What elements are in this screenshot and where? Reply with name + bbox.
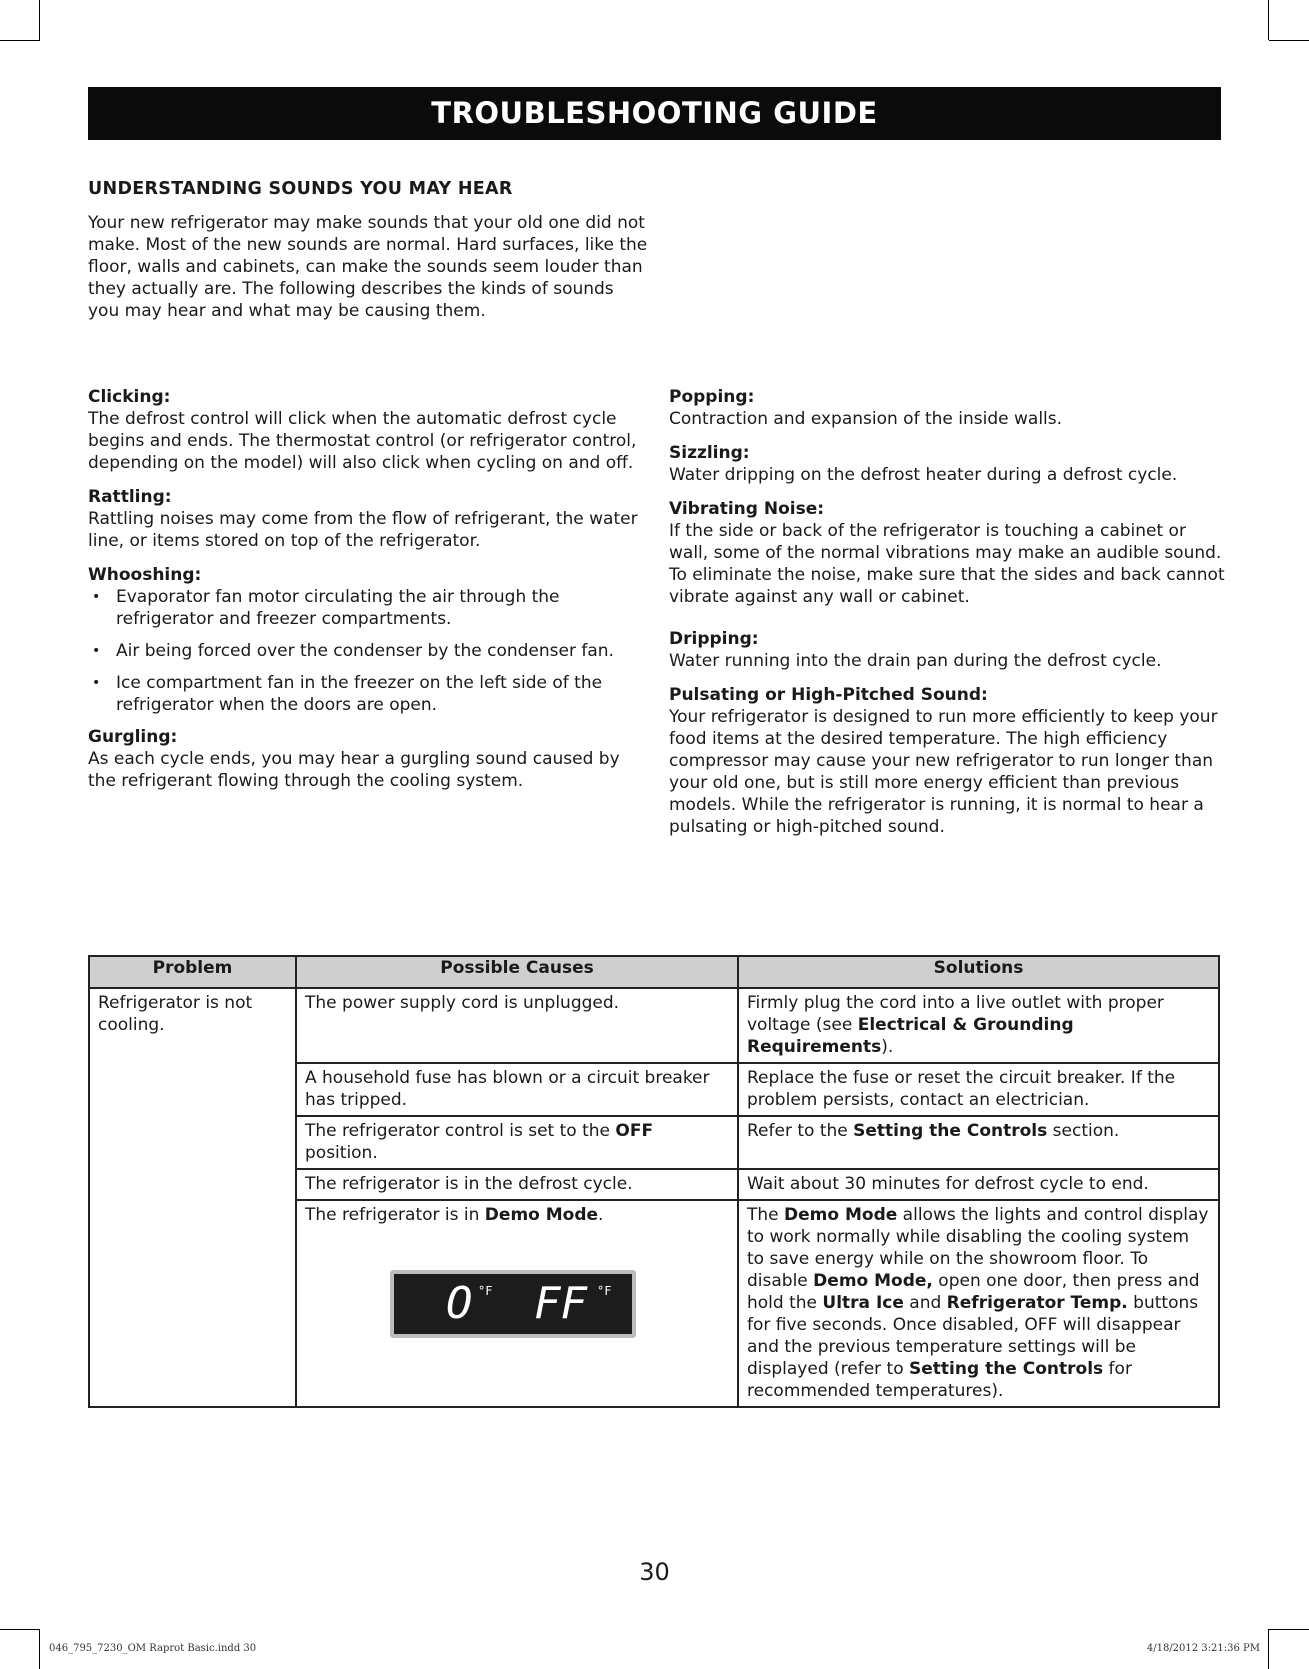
sound-popping bbox=[669, 386, 1229, 430]
solution-reference: Electrical & Grounding Requirements bbox=[747, 1015, 1074, 1057]
sound-title: Dripping: bbox=[669, 629, 759, 649]
sound-title: Whooshing: bbox=[88, 565, 202, 585]
solution-text: open one door, then press and hold the bbox=[747, 1271, 1200, 1313]
sound-sizzling bbox=[669, 442, 1229, 486]
solution-cell bbox=[738, 1116, 1219, 1169]
table-header-row bbox=[89, 956, 1219, 988]
cause-cell: A household fuse has blown or a circuit breaker has tripped. bbox=[296, 1063, 738, 1116]
cause-keyword: Demo Mode bbox=[484, 1205, 599, 1225]
sound-pulsating bbox=[669, 684, 1229, 838]
cause-text: The refrigerator control is set to the bbox=[305, 1121, 616, 1141]
sound-text: The defrost control will click when the automatic defrost cycle begins and ends. The thermostat control (or refrigerator control, depending on the model) will also click when cycling on and off. bbox=[88, 409, 637, 473]
crop-mark bbox=[1269, 1629, 1309, 1630]
cause-text: . bbox=[598, 1205, 604, 1225]
sound-whooshing bbox=[88, 564, 648, 716]
crop-mark bbox=[1269, 40, 1309, 41]
cause-cell bbox=[296, 1200, 738, 1407]
column-header-solutions: Solutions bbox=[738, 956, 1219, 988]
sound-title: Rattling: bbox=[88, 487, 172, 507]
sound-title: Vibrating Noise: bbox=[669, 499, 825, 519]
display-digit-left: O bbox=[446, 1278, 473, 1329]
cause-text: position. bbox=[305, 1143, 378, 1163]
sound-text: Rattling noises may come from the flow of refrigerant, the water line, or items stored on top of the refrigerator. bbox=[88, 509, 638, 551]
sound-text: If the side or back of the refrigerator is touching a cabinet or wall, some of the normal vibrations may make an audible sound. To eliminate the noise, make sure that the sides and back cannot vibrate against any wall or cabinet. bbox=[669, 521, 1225, 607]
sound-gurgling bbox=[88, 726, 648, 792]
sounds-right-column bbox=[669, 386, 1229, 838]
demo-mode-display bbox=[390, 1270, 636, 1338]
crop-mark bbox=[0, 1629, 40, 1630]
crop-mark bbox=[39, 1629, 40, 1669]
degree-f-icon: °F bbox=[597, 1284, 612, 1298]
column-header-problem: Problem bbox=[89, 956, 296, 988]
column-header-causes: Possible Causes bbox=[296, 956, 738, 988]
solution-cell bbox=[738, 988, 1219, 1063]
bullet-list bbox=[88, 586, 648, 716]
list-item: • Evaporator fan motor circulating the air through the refrigerator and freezer compartments. bbox=[88, 586, 648, 630]
sounds-left-column bbox=[88, 386, 648, 792]
sound-title: Gurgling: bbox=[88, 727, 178, 747]
crop-mark bbox=[1268, 0, 1269, 40]
sound-dripping bbox=[669, 628, 1229, 672]
crop-mark bbox=[39, 0, 40, 40]
solution-text: ). bbox=[881, 1037, 894, 1057]
degree-f-icon: °F bbox=[478, 1284, 493, 1298]
solution-text: allows the lights and control display to work normally while disabling the cooling system to save energy while on the showroom floor. To disable bbox=[747, 1205, 1209, 1291]
list-item: • Air being forced over the condenser by the condenser fan. bbox=[88, 640, 648, 662]
table-row bbox=[89, 988, 1219, 1063]
cause-cell bbox=[296, 1116, 738, 1169]
crop-mark bbox=[0, 40, 40, 41]
cause-cell: The power supply cord is unplugged. bbox=[296, 988, 738, 1063]
sound-text: Contraction and expansion of the inside walls. bbox=[669, 409, 1063, 429]
solution-reference: Setting the Controls bbox=[853, 1121, 1048, 1141]
cause-text: The refrigerator is in bbox=[305, 1205, 485, 1225]
sound-title: Clicking: bbox=[88, 387, 171, 407]
sound-text: Water running into the drain pan during the defrost cycle. bbox=[669, 651, 1162, 671]
solution-keyword: Demo Mode, bbox=[813, 1271, 933, 1291]
solution-keyword: Ultra Ice bbox=[822, 1293, 904, 1313]
list-item: • Ice compartment fan in the freezer on the left side of the refrigerator when the doors are open. bbox=[88, 672, 648, 716]
section-heading: UNDERSTANDING SOUNDS YOU MAY HEAR bbox=[88, 179, 513, 199]
solution-cell: Replace the fuse or reset the circuit breaker. If the problem persists, contact an electrician. bbox=[738, 1063, 1219, 1116]
solution-text: Firmly plug the cord into a live outlet with proper voltage (see bbox=[747, 993, 1164, 1035]
solution-text: for recommended temperatures). bbox=[747, 1359, 1132, 1401]
solution-text: buttons for five seconds. Once disabled, OFF will disappear and the previous temperature settings will be displayed (refer to bbox=[747, 1293, 1199, 1379]
troubleshooting-table bbox=[88, 955, 1220, 1408]
display-digits-right: FF bbox=[534, 1278, 587, 1329]
sound-text: Water dripping on the defrost heater during a defrost cycle. bbox=[669, 465, 1178, 485]
sound-title: Pulsating or High-Pitched Sound: bbox=[669, 685, 988, 705]
solution-keyword: Demo Mode bbox=[784, 1205, 898, 1225]
print-slug-right: 4/18/2012 3:21:36 PM bbox=[1146, 1643, 1260, 1654]
solution-cell: Wait about 30 minutes for defrost cycle to end. bbox=[738, 1169, 1219, 1200]
solution-reference: Setting the Controls bbox=[909, 1359, 1104, 1379]
page-number: 30 bbox=[639, 1558, 670, 1586]
print-slug-left: 046_795_7230_OM Raprot Basic.indd 30 bbox=[49, 1643, 257, 1654]
solution-text: Refer to the bbox=[747, 1121, 854, 1141]
solution-cell bbox=[738, 1200, 1219, 1407]
solution-text: The bbox=[747, 1205, 785, 1225]
sound-title: Sizzling: bbox=[669, 443, 750, 463]
sound-vibrating bbox=[669, 498, 1229, 608]
sound-text: Your refrigerator is designed to run more efficiently to keep your food items at the desired temperature. The high efficiency compressor may cause your new refrigerator to run longer than your old one, but is still more energy efficient than previous models. While the refrigerator is running, it is normal to hear a pulsating or high-pitched sound. bbox=[669, 707, 1218, 837]
problem-cell: Refrigerator is not cooling. bbox=[89, 988, 296, 1407]
solution-text: section. bbox=[1047, 1121, 1120, 1141]
sound-title: Popping: bbox=[669, 387, 755, 407]
solution-keyword: Refrigerator Temp. bbox=[946, 1293, 1128, 1313]
section-intro: Your new refrigerator may make sounds that your old one did not make. Most of the new sounds are normal. Hard surfaces, like the floor, walls and cabinets, can make the sounds seem louder than they actually are. The following describes the kinds of sounds you may hear and what may be causing them. bbox=[88, 213, 648, 321]
crop-mark bbox=[1268, 1629, 1269, 1669]
cause-keyword: OFF bbox=[615, 1121, 654, 1141]
solution-text: and bbox=[903, 1293, 947, 1313]
sound-clicking bbox=[88, 386, 648, 474]
sound-text: As each cycle ends, you may hear a gurgling sound caused by the refrigerant flowing through the cooling system. bbox=[88, 749, 620, 791]
cause-cell: The refrigerator is in the defrost cycle. bbox=[296, 1169, 738, 1200]
page-title: TROUBLESHOOTING GUIDE bbox=[88, 87, 1221, 140]
sound-rattling bbox=[88, 486, 648, 552]
